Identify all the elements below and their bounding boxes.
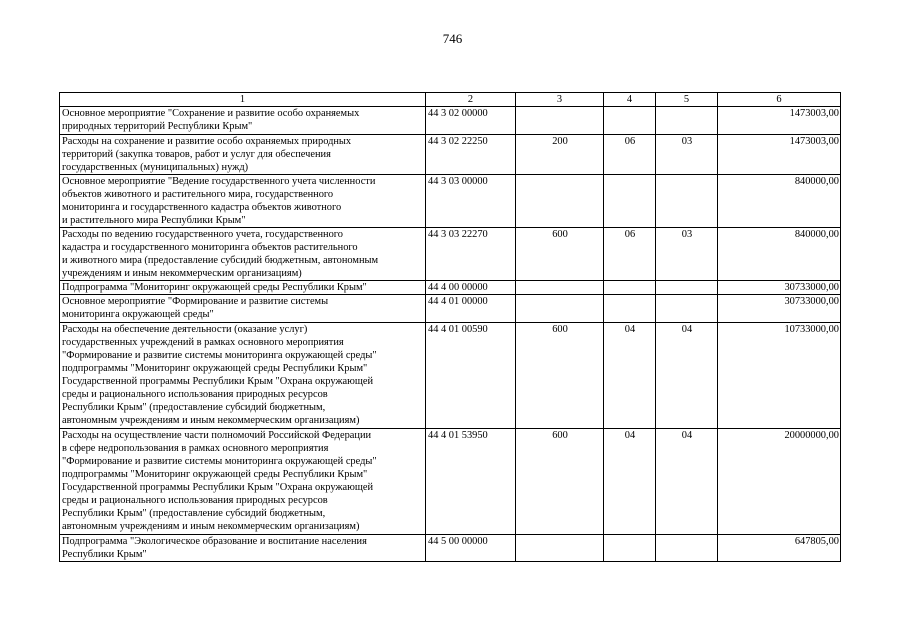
budget-table xyxy=(59,92,841,562)
row-vr-cell xyxy=(516,535,604,562)
row-amount-cell: 1473003,00 xyxy=(718,135,841,175)
row-name-cell: Расходы на обеспечение деятельности (оказание услуг) государственных учреждений в рамках основного мероприятия "Формирование и развитие системы мониторинга окружающей среды" подпрограммы "Мониторинг окружающей среды Республики Крым" Государственной программы Республики Крым "Охрана окружающей среды и рационального использования природных ресурсов Республики Крым" (предоставление субсидий бюджетным, автономным учреждениям и иным некоммерческим организациям) xyxy=(60,323,426,429)
row-code-cell: 44 3 02 00000 xyxy=(426,107,516,135)
table-row xyxy=(60,175,841,228)
row-pr-cell: 03 xyxy=(656,135,718,175)
row-name-cell: Расходы по ведению государственного учета, государственного кадастра и государственного мониторинга объектов растительного и животного мира (предоставление субсидий бюджетным, автономным учреждениям и иным некоммерческим организациям) xyxy=(60,228,426,281)
row-code-cell: 44 4 01 53950 xyxy=(426,429,516,535)
row-amount-cell: 20000000,00 xyxy=(718,429,841,535)
row-amount-cell: 840000,00 xyxy=(718,228,841,281)
row-code-cell: 44 4 00 00000 xyxy=(426,281,516,295)
table-row xyxy=(60,535,841,562)
row-pr-cell xyxy=(656,281,718,295)
row-vr-cell: 200 xyxy=(516,135,604,175)
column-header-rz: 4 xyxy=(604,93,656,107)
row-name-cell: Основное мероприятие "Формирование и развитие системы мониторинга окружающей среды" xyxy=(60,295,426,323)
row-rz-cell xyxy=(604,295,656,323)
table-row xyxy=(60,295,841,323)
row-name-cell: Расходы на осуществление части полномочий Российской Федерации в сфере недропользования в рамках основного мероприятия "Формирование и развитие системы мониторинга окружающей среды" подпрограммы "Мониторинг окружающей среды Республики Крым" Государственной программы Республики Крым "Охрана окружающей среды и рационального использования природных ресурсов Республики Крым" (предоставление субсидий бюджетным, автономным учреждениям и иным некоммерческим организациям) xyxy=(60,429,426,535)
row-pr-cell: 03 xyxy=(656,228,718,281)
row-amount-cell: 647805,00 xyxy=(718,535,841,562)
row-name-cell: Расходы на сохранение и развитие особо охраняемых природных территорий (закупка товаров, работ и услуг для обеспечения государственных (муниципальных) нужд) xyxy=(60,135,426,175)
row-vr-cell xyxy=(516,175,604,228)
table-row xyxy=(60,228,841,281)
column-header-name: 1 xyxy=(60,93,426,107)
row-rz-cell xyxy=(604,281,656,295)
table-header-row xyxy=(60,93,841,107)
row-code-cell: 44 4 01 00000 xyxy=(426,295,516,323)
row-vr-cell: 600 xyxy=(516,323,604,429)
row-rz-cell: 04 xyxy=(604,429,656,535)
row-name-cell: Основное мероприятие "Сохранение и развитие особо охраняемых природных территорий Республики Крым" xyxy=(60,107,426,135)
row-name-cell: Подпрограмма "Экологическое образование и воспитание населения Республики Крым" xyxy=(60,535,426,562)
row-pr-cell xyxy=(656,175,718,228)
row-rz-cell xyxy=(604,175,656,228)
row-amount-cell: 1473003,00 xyxy=(718,107,841,135)
row-vr-cell xyxy=(516,107,604,135)
row-vr-cell: 600 xyxy=(516,429,604,535)
row-code-cell: 44 3 02 22250 xyxy=(426,135,516,175)
row-name-cell: Основное мероприятие "Ведение государственного учета численности объектов животного и растительного мира, государственного мониторинга и государственного кадастра объектов животного и растительного мира Республики Крым" xyxy=(60,175,426,228)
row-rz-cell: 06 xyxy=(604,135,656,175)
row-code-cell: 44 3 03 22270 xyxy=(426,228,516,281)
row-pr-cell xyxy=(656,295,718,323)
row-amount-cell: 30733000,00 xyxy=(718,295,841,323)
column-header-amount: 6 xyxy=(718,93,841,107)
column-header-vr: 3 xyxy=(516,93,604,107)
row-pr-cell xyxy=(656,535,718,562)
row-pr-cell: 04 xyxy=(656,323,718,429)
table-body xyxy=(60,107,841,562)
column-header-pr: 5 xyxy=(656,93,718,107)
row-vr-cell xyxy=(516,281,604,295)
row-code-cell: 44 4 01 00590 xyxy=(426,323,516,429)
row-rz-cell: 04 xyxy=(604,323,656,429)
row-vr-cell xyxy=(516,295,604,323)
page-number: 746 xyxy=(442,31,463,46)
row-amount-cell: 10733000,00 xyxy=(718,323,841,429)
row-rz-cell: 06 xyxy=(604,228,656,281)
table-row xyxy=(60,107,841,135)
row-code-cell: 44 3 03 00000 xyxy=(426,175,516,228)
table-row xyxy=(60,281,841,295)
row-pr-cell xyxy=(656,107,718,135)
column-header-code: 2 xyxy=(426,93,516,107)
row-rz-cell xyxy=(604,535,656,562)
row-pr-cell: 04 xyxy=(656,429,718,535)
row-amount-cell: 840000,00 xyxy=(718,175,841,228)
table-row xyxy=(60,135,841,175)
table-row xyxy=(60,323,841,429)
row-rz-cell xyxy=(604,107,656,135)
row-code-cell: 44 5 00 00000 xyxy=(426,535,516,562)
row-name-cell: Подпрограмма "Мониторинг окружающей среды Республики Крым" xyxy=(60,281,426,295)
row-amount-cell: 30733000,00 xyxy=(718,281,841,295)
row-vr-cell: 600 xyxy=(516,228,604,281)
table-row xyxy=(60,429,841,535)
